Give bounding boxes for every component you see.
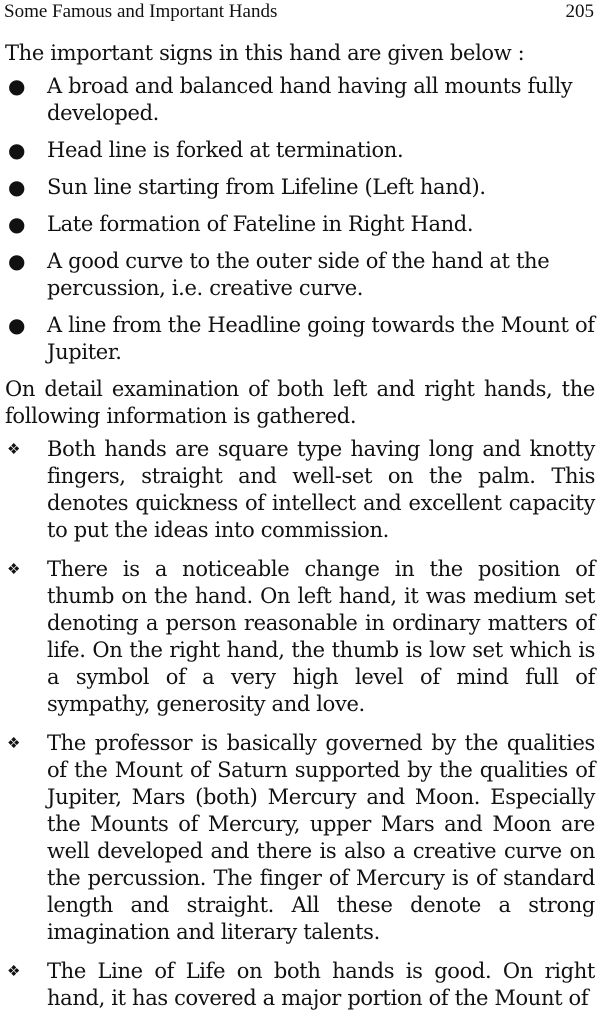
running-title: Some Famous and Important Hands <box>4 1 278 22</box>
bullet-icon: ● <box>8 249 26 273</box>
bullet-icon: ● <box>8 212 26 236</box>
list-item <box>5 174 595 201</box>
page-body <box>5 40 595 1024</box>
list-item-text: A good curve to the outer side of the hand at the percussion, i.e. creative curve. <box>47 249 550 300</box>
diamond-bullet-icon: ❖ <box>7 440 21 458</box>
list-item <box>5 73 595 127</box>
list-item-text: A broad and balanced hand having all mounts fully developed. <box>47 74 573 125</box>
list-item <box>5 556 595 718</box>
examination-intro: On detail examination of both left and right hands, the following information is gathered. <box>5 377 595 428</box>
running-header <box>4 0 594 26</box>
list-item <box>5 312 595 366</box>
list-item <box>5 137 595 164</box>
list-item <box>5 730 595 946</box>
list-item-text: Sun line starting from Lifeline (Left hand). <box>47 175 486 199</box>
list-item-text: Late formation of Fateline in Right Hand. <box>47 212 474 236</box>
bullet-icon: ● <box>8 74 26 98</box>
list-item-text: A line from the Headline going towards the Mount of Jupiter. <box>47 313 595 364</box>
list-item <box>5 958 595 1012</box>
page-number: 205 <box>565 1 594 22</box>
list-item-text: Both hands are square type having long and knotty fingers, straight and well-set on the palm. This denotes quickness of intellect and excellent capacity to put the ideas into commission. <box>47 437 595 542</box>
list-item <box>5 436 595 544</box>
signs-list <box>5 73 595 366</box>
diamond-bullet-icon: ❖ <box>7 734 21 752</box>
list-item <box>5 211 595 238</box>
list-item-text: The Line of Life on both hands is good. On right hand, it has covered a major portion of the Mount of <box>47 959 595 1010</box>
list-item-text: There is a noticeable change in the position of thumb on the hand. On left hand, it was medium set denoting a person reasonable in ordinary matters of life. On the right hand, the thumb is low set which is a symbol of a very high level of mind full of sympathy, generosity and love. <box>47 557 595 716</box>
bullet-icon: ● <box>8 175 26 199</box>
list-item-text: Head line is forked at termination. <box>47 138 404 162</box>
signs-intro: The important signs in this hand are given below : <box>5 41 525 65</box>
findings-list <box>5 436 595 1012</box>
bullet-icon: ● <box>8 138 26 162</box>
bullet-icon: ● <box>8 313 26 337</box>
list-item <box>5 248 595 302</box>
diamond-bullet-icon: ❖ <box>7 962 21 980</box>
list-item-text: The professor is basically governed by the qualities of the Mount of Saturn supported by the qualities of Jupiter, Mars (both) Mercury and Moon. Especially the Mounts of Mercury, upper Mars and Moon are well developed and there is also a creative curve on the percussion. The finger of Mercury is of standard length and straight. All these denote a strong imagination and literary talents. <box>47 731 595 944</box>
diamond-bullet-icon: ❖ <box>7 560 21 578</box>
